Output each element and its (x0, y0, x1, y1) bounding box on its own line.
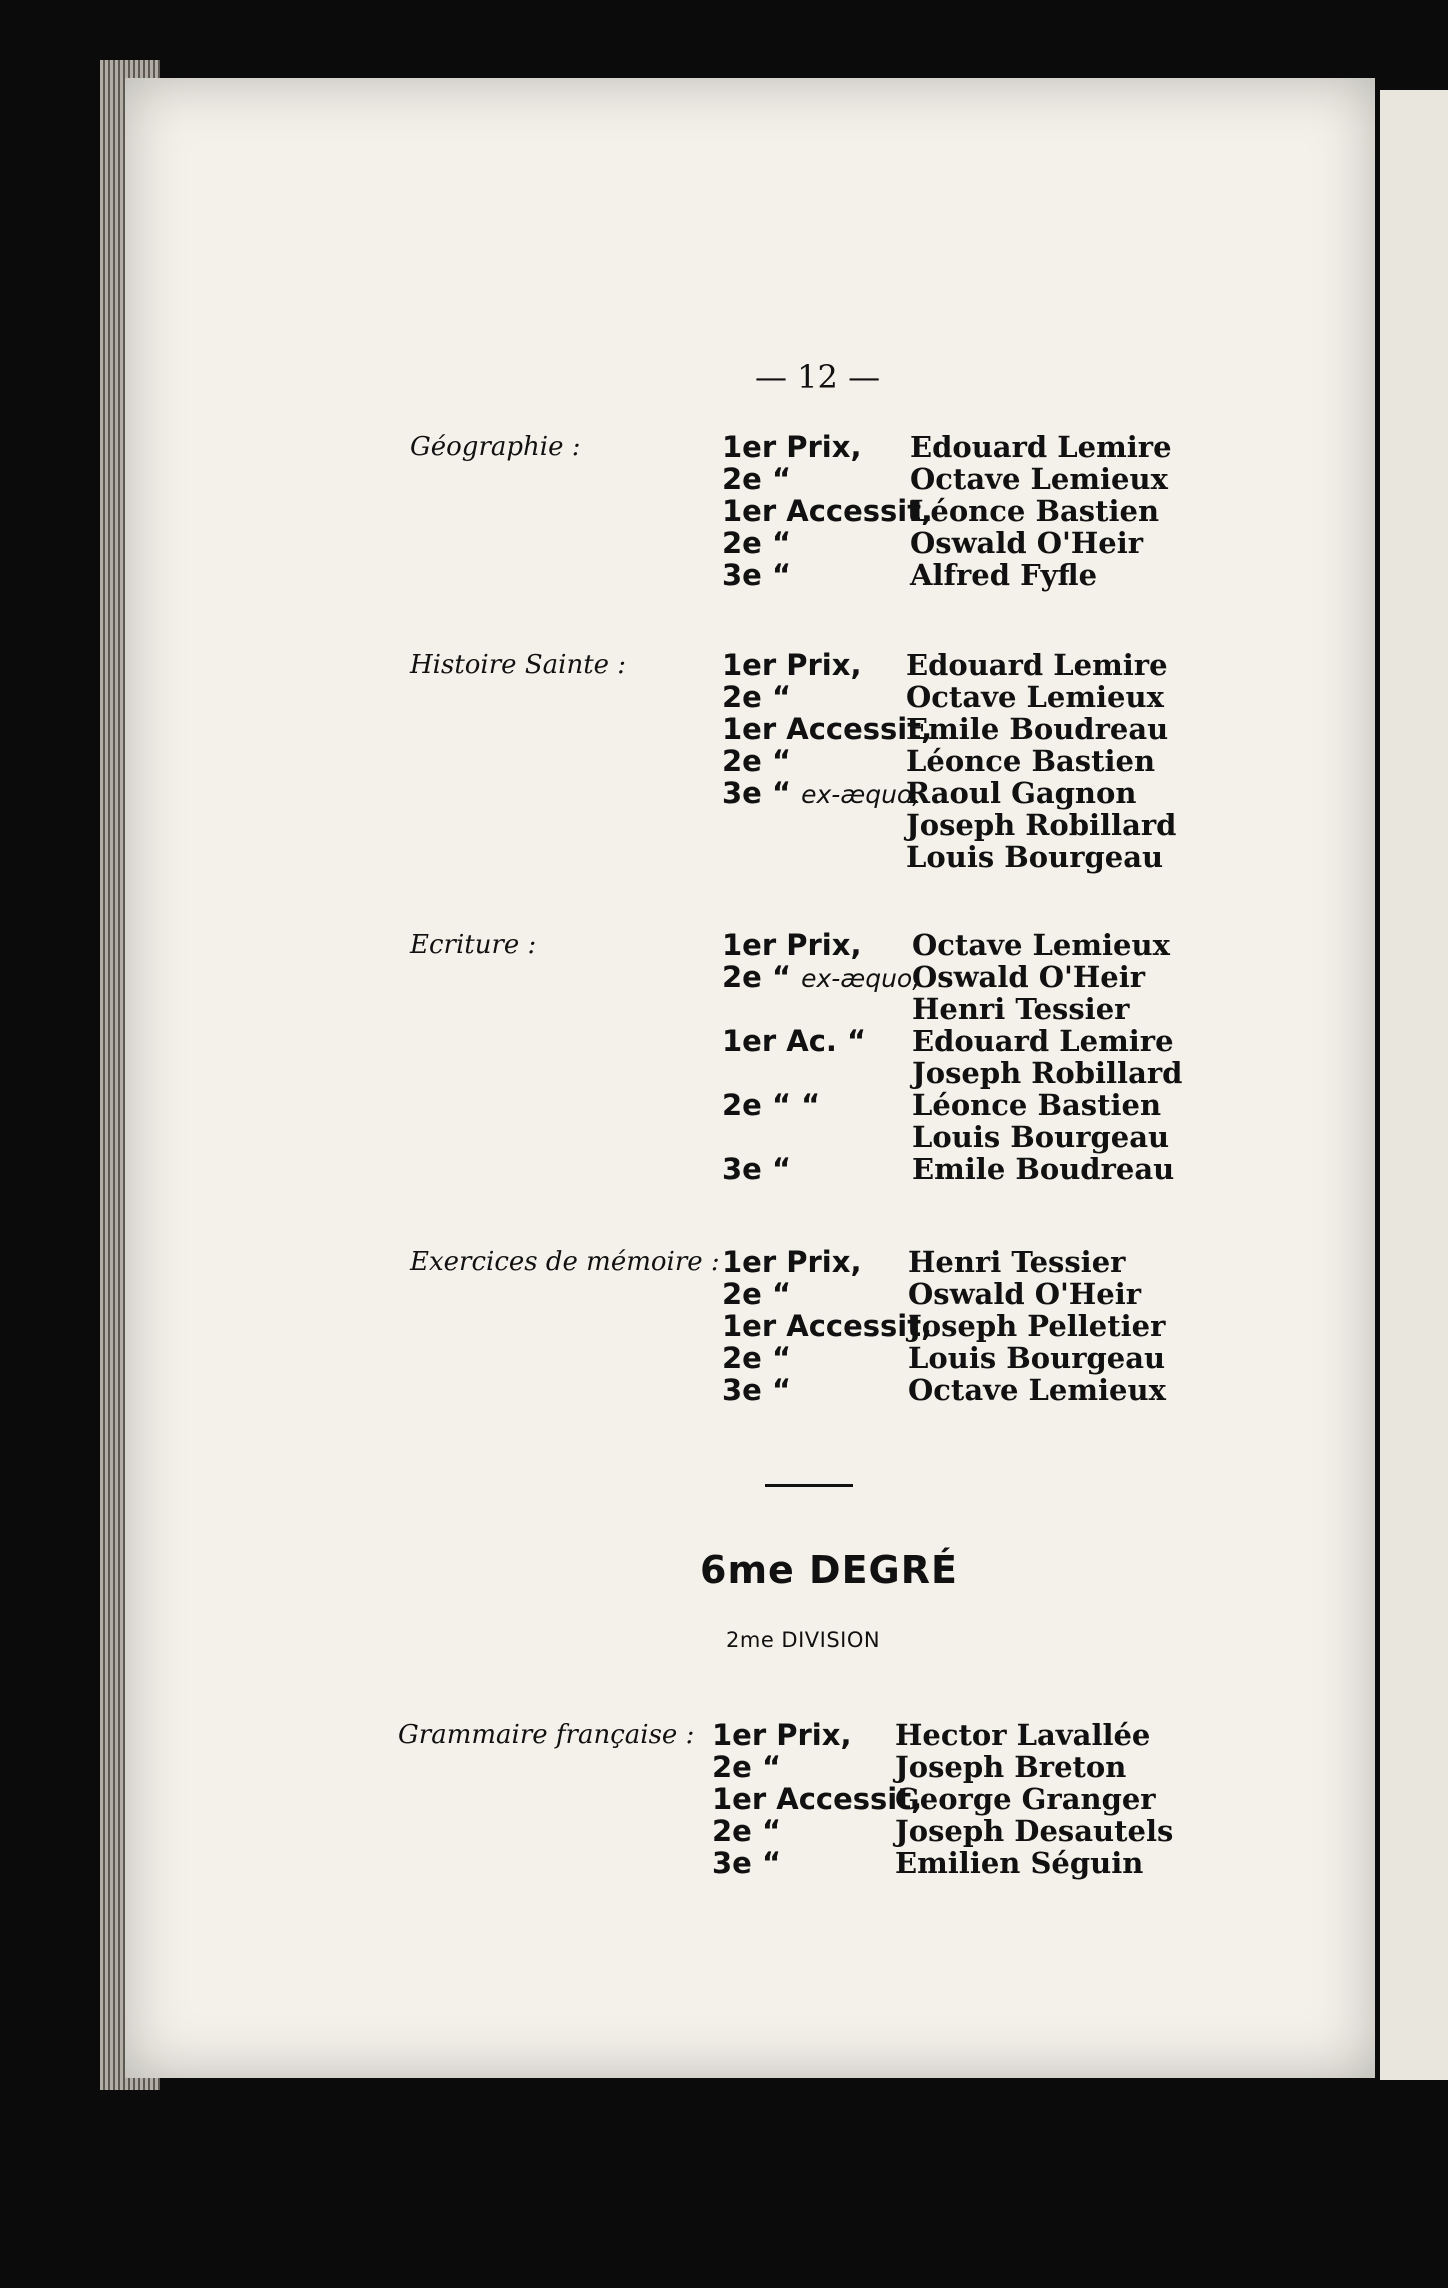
award-row (0, 1341, 1448, 1375)
award-row (0, 1782, 1448, 1816)
award-row (0, 712, 1448, 746)
award-row (0, 992, 1448, 1026)
award-row (0, 1718, 1448, 1752)
award-row (0, 1309, 1448, 1343)
award-qualifier: ex-æquo, (801, 964, 921, 993)
recipient-name: Joseph Robillard (906, 808, 1177, 842)
recipient-name: Octave Lemieux (912, 928, 1170, 962)
recipient-name: Joseph Breton (895, 1750, 1127, 1784)
award-row (0, 462, 1448, 496)
award-row (0, 1277, 1448, 1311)
category-label: Grammaire française : (398, 1720, 695, 1750)
award-rank: 2e “ (722, 1341, 792, 1375)
award-rank: 3e “ (722, 1373, 792, 1407)
award-row (0, 494, 1448, 528)
award-row (0, 776, 1448, 810)
award-row (0, 1024, 1448, 1058)
award-row (0, 840, 1448, 874)
recipient-name: Louis Bourgeau (908, 1341, 1166, 1375)
recipient-name: Léonce Bastien (912, 1088, 1162, 1122)
award-row (0, 808, 1448, 842)
recipient-name: Louis Bourgeau (912, 1120, 1170, 1154)
recipient-name: Edouard Lemire (906, 648, 1168, 682)
recipient-name: Henri Tessier (912, 992, 1130, 1026)
award-rank: 1er Prix, (712, 1718, 852, 1752)
award-rank: 1er Accessit, (722, 494, 933, 528)
award-rank: 2e “ (722, 680, 792, 714)
award-rank: 2e “ (722, 526, 792, 560)
award-row (0, 1088, 1448, 1122)
recipient-name: Joseph Desautels (895, 1814, 1174, 1848)
recipient-name: Léonce Bastien (906, 744, 1156, 778)
recipient-name: George Granger (895, 1782, 1156, 1816)
award-row (0, 558, 1448, 592)
award-rank: 1er Ac. “ (722, 1024, 867, 1058)
award-row (0, 680, 1448, 714)
recipient-name: Henri Tessier (908, 1245, 1126, 1279)
recipient-name: Alfred Fyfle (910, 558, 1098, 592)
award-rank: 1er Accessit, (722, 1309, 933, 1343)
recipient-name: Léonce Bastien (910, 494, 1160, 528)
section-divider (765, 1484, 853, 1487)
award-row (0, 648, 1448, 682)
award-row (0, 1152, 1448, 1186)
award-rank: 1er Accessit, (712, 1782, 923, 1816)
recipient-name: Emilien Séguin (895, 1846, 1144, 1880)
page-number: — 12 — (755, 358, 881, 396)
award-row (0, 526, 1448, 560)
recipient-name: Edouard Lemire (912, 1024, 1174, 1058)
award-rank: 2e “ (722, 744, 792, 778)
award-rank: 3e “ (712, 1846, 782, 1880)
award-rank: 3e “ (722, 558, 792, 592)
category-label: Ecriture : (410, 930, 537, 960)
recipient-name: Octave Lemieux (908, 1373, 1166, 1407)
award-rank: 1er Prix, (722, 1245, 862, 1279)
award-rank: 3e “ ex-æquo, (722, 776, 921, 810)
award-rank: 2e “ “ (722, 1088, 821, 1122)
award-row (0, 1056, 1448, 1090)
recipient-name: Raoul Gagnon (906, 776, 1137, 810)
award-row (0, 744, 1448, 778)
award-rank: 2e “ (722, 462, 792, 496)
award-rank: 1er Accessit, (722, 712, 933, 746)
award-row (0, 1120, 1448, 1154)
award-row (0, 1846, 1448, 1880)
award-rank: 3e “ (722, 1152, 792, 1186)
award-rank: 2e “ (722, 1277, 792, 1311)
award-row (0, 430, 1448, 464)
recipient-name: Joseph Robillard (912, 1056, 1183, 1090)
award-rank: 2e “ (712, 1750, 782, 1784)
division-heading: 2me DIVISION (726, 1628, 881, 1652)
recipient-name: Octave Lemieux (906, 680, 1164, 714)
recipient-name: Oswald O'Heir (912, 960, 1146, 994)
recipient-name: Emile Boudreau (912, 1152, 1175, 1186)
category-label: Histoire Sainte : (410, 650, 627, 680)
degree-heading: 6me DEGRÉ (700, 1548, 958, 1592)
recipient-name: Hector Lavallée (895, 1718, 1151, 1752)
category-label: Géographie : (410, 432, 581, 462)
category-label: Exercices de mémoire : (410, 1247, 720, 1277)
award-rank: 1er Prix, (722, 648, 862, 682)
award-row (0, 1373, 1448, 1407)
award-rank: 1er Prix, (722, 430, 862, 464)
award-row (0, 1750, 1448, 1784)
recipient-name: Octave Lemieux (910, 462, 1168, 496)
award-row (0, 1245, 1448, 1279)
recipient-name: Oswald O'Heir (908, 1277, 1142, 1311)
award-row (0, 928, 1448, 962)
recipient-name: Edouard Lemire (910, 430, 1172, 464)
award-qualifier: ex-æquo, (801, 780, 921, 809)
award-row (0, 1814, 1448, 1848)
award-rank: 1er Prix, (722, 928, 862, 962)
award-rank: 2e “ ex-æquo, (722, 960, 921, 994)
recipient-name: Emile Boudreau (906, 712, 1169, 746)
recipient-name: Oswald O'Heir (910, 526, 1144, 560)
recipient-name: Joseph Pelletier (908, 1309, 1166, 1343)
award-row (0, 960, 1448, 994)
recipient-name: Louis Bourgeau (906, 840, 1164, 874)
award-rank: 2e “ (712, 1814, 782, 1848)
